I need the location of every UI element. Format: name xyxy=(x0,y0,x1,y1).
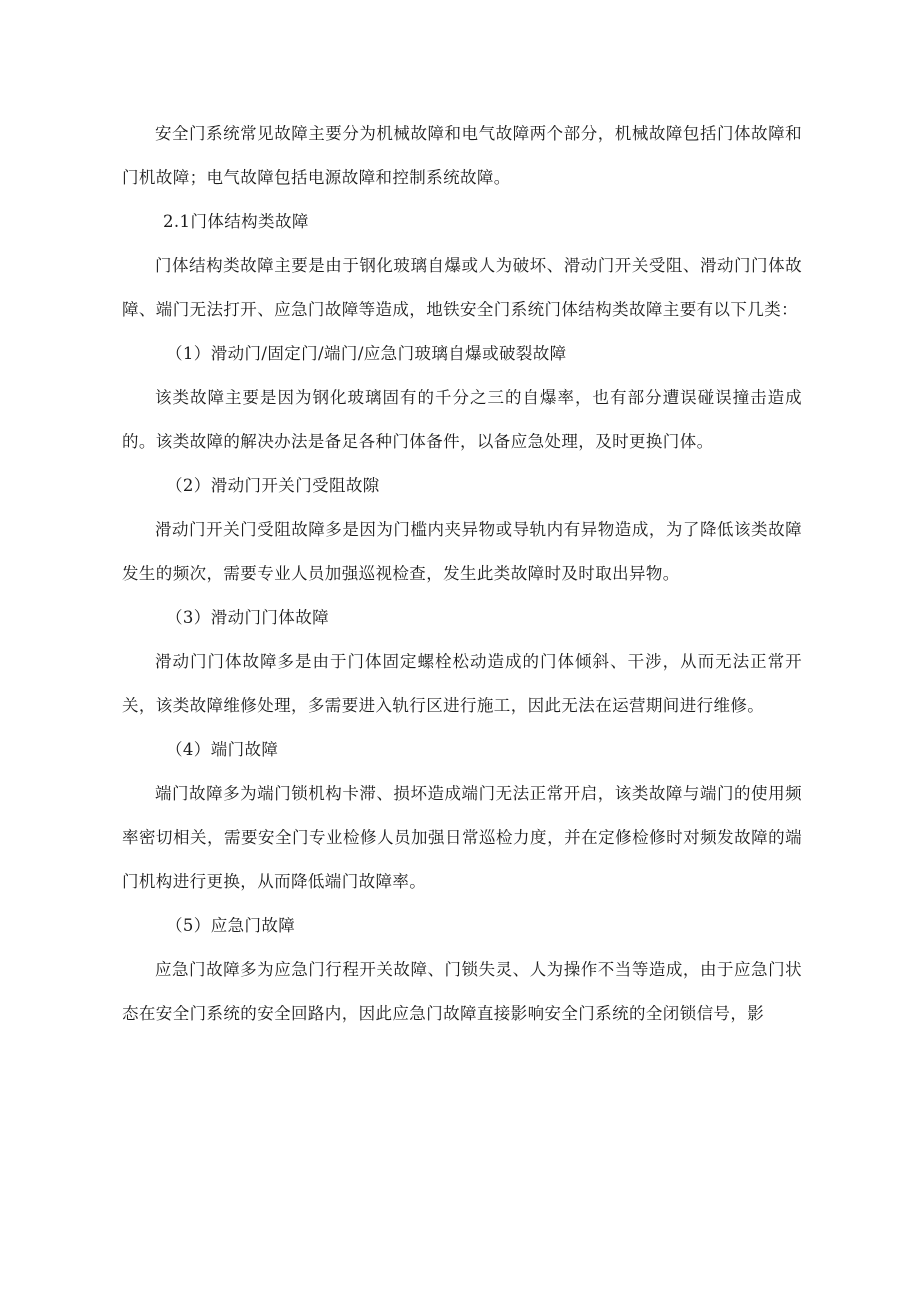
item-heading-glass-breakage: （1）滑动门/固定门/端门/应急门玻璃自爆或破裂故障 xyxy=(166,344,567,363)
item-heading-emergency-door: （5）应急门故障 xyxy=(166,916,296,935)
item-heading-sliding-door-body: （3）滑动门门体故障 xyxy=(166,608,329,627)
paragraph-fault-overview: 安全门系统常见故障主要分为机械故障和电气故障两个部分，机械故障包括门体故障和门机故障；电气故障包括电源故障和控制系统故障。 xyxy=(122,124,802,187)
paragraph-glass-breakage: 该类故障主要是因为钢化玻璃固有的千分之三的自爆率，也有部分遭误碰误撞击造成的。该类故障的解决办法是备足各种门体备件，以备应急处理，及时更换门体。 xyxy=(122,388,802,451)
paragraph-door-structure-intro: 门体结构类故障主要是由于钢化玻璃自爆或人为破坏、滑动门开关受阻、滑动门门体故障、端门无法打开、应急门故障等造成，地铁安全门系统门体结构类故障主要有以下几类： xyxy=(122,256,802,319)
paragraph-sliding-door-body: 滑动门门体故障多是由于门体固定螺栓松动造成的门体倾斜、干涉，从而无法正常开关，该类故障维修处理，多需要进入轨行区进行施工，因此无法在运营期间进行维修。 xyxy=(122,652,802,715)
document-body xyxy=(122,112,802,1036)
paragraph-end-door: 端门故障多为端门锁机构卡滞、损坏造成端门无法正常开启，该类故障与端门的使用频率密切相关，需要安全门专业检修人员加强日常巡检力度，并在定修检修时对频发故障的端门机构进行更换，从而降低端门故障率。 xyxy=(122,784,802,891)
paragraph-emergency-door: 应急门故障多为应急门行程开关故障、门锁失灵、人为操作不当等造成，由于应急门状态在安全门系统的安全回路内，因此应急门故障直接影响安全门系统的全闭锁信号，影 xyxy=(122,960,802,1023)
paragraph-sliding-door-obstruction: 滑动门开关门受阻故障多是因为门槛内夹异物或导轨内有异物造成，为了降低该类故障发生的频次，需要专业人员加强巡视检查，发生此类故障时及时取出异物。 xyxy=(122,520,802,583)
section-heading-door-structure: 2.1门体结构类故障 xyxy=(163,212,309,231)
item-heading-end-door: （4）端门故障 xyxy=(166,740,279,759)
item-heading-sliding-door-obstruction: （2）滑动门开关门受阻故隙 xyxy=(166,476,380,495)
